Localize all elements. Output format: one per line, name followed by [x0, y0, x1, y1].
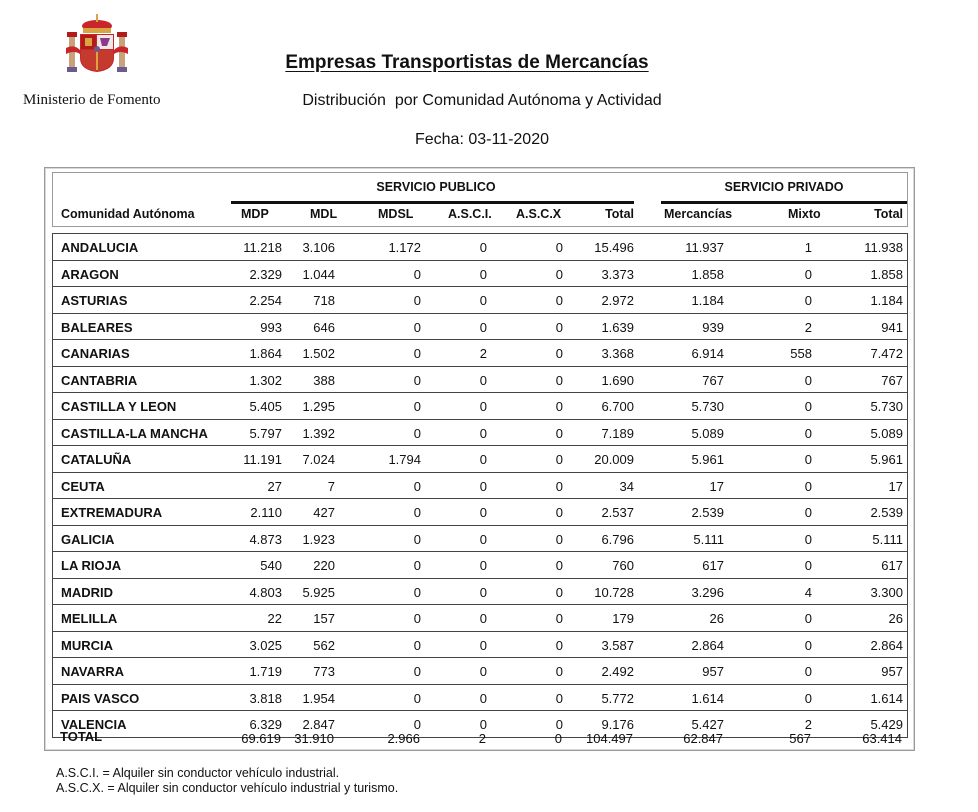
- cell-total-publico: 2.972: [601, 293, 634, 308]
- cell-asci: 0: [479, 505, 487, 520]
- cell-mdp: 540: [260, 558, 282, 573]
- cell-ascx: 0: [555, 425, 563, 441]
- cell-mercancias: 2.539: [691, 505, 724, 520]
- cell-mdl: 31.910: [294, 731, 334, 746]
- cell-mercancias: 767: [702, 372, 724, 388]
- cell-asci: 0: [479, 664, 487, 679]
- cell-mercancias: 5.427: [691, 717, 724, 732]
- col-header-mdsl: MDSL: [378, 207, 414, 221]
- row-comunidad-name: ASTURIAS: [61, 293, 128, 308]
- cell-mdsl: 0: [413, 664, 421, 679]
- cell-mercancias: 5.089: [691, 425, 724, 441]
- table-header: [52, 172, 908, 227]
- cell-total-privado: 7.472: [870, 346, 903, 361]
- cell-mdl: 3.106: [302, 240, 335, 255]
- cell-mdp: 1.864: [249, 346, 282, 361]
- cell-mdl: 220: [313, 558, 335, 573]
- cell-mdl: 1.295: [302, 399, 335, 414]
- cell-total-publico: 104.497: [586, 731, 633, 746]
- cell-total-publico: 10.728: [594, 584, 634, 600]
- cell-ascx: 0: [555, 266, 563, 282]
- cell-mixto: 0: [804, 266, 812, 282]
- cell-ascx: 0: [555, 346, 563, 361]
- cell-mdsl: 2.966: [387, 731, 420, 746]
- group-servicio-publico: SERVICIO PUBLICO: [376, 180, 496, 194]
- cell-mdp: 11.191: [243, 452, 282, 467]
- cell-mdp: 1.719: [249, 664, 282, 679]
- col-header-total-privado: Total: [874, 207, 903, 221]
- row-comunidad-name: BALEARES: [61, 319, 133, 335]
- cell-total-privado: 957: [881, 664, 903, 679]
- page-subtitle: Distribución por Comunidad Autónoma y Actividad: [302, 92, 662, 109]
- cell-asci: 0: [479, 266, 487, 282]
- cell-total-privado: 5.429: [870, 717, 903, 732]
- cell-mdsl: 0: [413, 425, 421, 441]
- cell-total-publico: 6.796: [601, 531, 634, 547]
- cell-total-publico: 34: [619, 478, 634, 494]
- table-row: [53, 420, 907, 447]
- cell-ascx: 0: [555, 478, 563, 494]
- cell-mdl: 7: [327, 478, 335, 494]
- cell-asci: 0: [479, 584, 487, 600]
- report-date: Fecha: 03-11-2020: [414, 131, 549, 148]
- cell-total-privado: 1.858: [870, 266, 903, 282]
- cell-mdl: 5.925: [302, 584, 335, 600]
- cell-mixto: 0: [804, 372, 812, 388]
- cell-asci: 0: [479, 611, 487, 626]
- table-row: [53, 526, 907, 553]
- cell-mercancias: 2.864: [691, 637, 724, 653]
- cell-mercancias: 17: [709, 478, 724, 494]
- cell-mdl: 718: [313, 293, 335, 308]
- cell-mercancias: 11.937: [685, 240, 724, 255]
- cell-mixto: 0: [804, 558, 812, 573]
- cell-mixto: 1: [804, 240, 812, 255]
- cell-mdsl: 0: [413, 399, 421, 414]
- cell-mixto: 0: [804, 478, 812, 494]
- row-comunidad-name: MADRID: [61, 584, 113, 600]
- row-comunidad-name: ANDALUCIA: [61, 240, 139, 255]
- cell-mercancias: 3.296: [691, 584, 724, 600]
- table-row: [53, 473, 907, 500]
- cell-mercancias: 5.961: [691, 452, 724, 467]
- row-comunidad-name: MURCIA: [61, 637, 113, 653]
- cell-mdl: 773: [313, 664, 335, 679]
- cell-mixto: 0: [804, 505, 812, 520]
- cell-mdl: 2.847: [302, 717, 335, 732]
- cell-total-privado: 17: [888, 478, 903, 494]
- cell-mixto: 558: [790, 346, 812, 361]
- table-row: [53, 393, 907, 420]
- cell-mercancias: 939: [702, 319, 724, 335]
- cell-mercancias: 1.858: [691, 266, 724, 282]
- col-header-total-publico: Total: [605, 207, 634, 221]
- cell-total-privado: 941: [881, 319, 903, 335]
- cell-total-privado: 2.539: [870, 505, 903, 520]
- cell-mixto: 4: [804, 584, 812, 600]
- cell-mixto: 0: [804, 664, 812, 679]
- group-publico-rule: [231, 201, 634, 204]
- cell-mdl: 562: [313, 637, 335, 653]
- cell-mdsl: 0: [413, 637, 421, 653]
- cell-mdp: 11.218: [243, 240, 282, 255]
- cell-mixto: 2: [804, 319, 812, 335]
- cell-mdsl: 0: [413, 505, 421, 520]
- page-title-text: Empresas Transportistas de Mercancías: [285, 52, 649, 73]
- cell-mdl: 1.044: [302, 266, 335, 282]
- row-comunidad-name: LA RIOJA: [61, 558, 122, 573]
- cell-mdsl: 0: [413, 611, 421, 626]
- cell-mercancias: 1.184: [691, 293, 724, 308]
- table-row: [53, 632, 907, 659]
- cell-mixto: 0: [804, 637, 812, 653]
- cell-mercancias: 6.914: [691, 346, 724, 361]
- ministry-name: Ministerio de Fomento: [23, 92, 161, 108]
- cell-mercancias: 1.614: [691, 690, 724, 706]
- cell-total-publico: 3.373: [601, 266, 634, 282]
- cell-ascx: 0: [555, 558, 563, 573]
- cell-total-privado: 2.864: [870, 637, 903, 653]
- col-header-asci: A.S.C.I.: [448, 207, 492, 221]
- cell-total-publico: 2.492: [601, 664, 634, 679]
- cell-mixto: 0: [804, 399, 812, 414]
- table-total-row: [52, 726, 906, 748]
- cell-mixto: 0: [804, 611, 812, 626]
- footnote-ascx: A.S.C.X. = Alquiler sin conductor vehículo industrial y turismo.: [56, 781, 399, 795]
- cell-mdp: 69.619: [241, 731, 281, 746]
- cell-ascx: 0: [555, 372, 563, 388]
- cell-asci: 0: [479, 240, 487, 255]
- row-comunidad-name: NAVARRA: [61, 664, 125, 679]
- cell-mdl: 7.024: [302, 452, 335, 467]
- row-comunidad-name: PAIS VASCO: [61, 690, 140, 706]
- cell-total-privado: 5.111: [872, 531, 903, 547]
- cell-total-publico: 760: [612, 558, 634, 573]
- table-row: [53, 446, 907, 473]
- cell-ascx: 0: [555, 690, 563, 706]
- cell-mdp: 3.025: [249, 637, 282, 653]
- cell-asci: 0: [479, 558, 487, 573]
- cell-mixto: 0: [804, 425, 812, 441]
- cell-total-publico: 3.368: [601, 346, 634, 361]
- row-comunidad-name: CATALUÑA: [61, 452, 132, 467]
- cell-asci: 0: [479, 717, 487, 732]
- table-row: [53, 499, 907, 526]
- cell-mdl: 646: [313, 319, 335, 335]
- row-comunidad-name: CANTABRIA: [61, 372, 138, 388]
- footnotes: [56, 766, 398, 796]
- cell-mdsl: 1.172: [388, 240, 421, 255]
- cell-mercancias: 5.730: [691, 399, 724, 414]
- cell-total-publico: 20.009: [594, 452, 634, 467]
- cell-mdsl: 0: [413, 266, 421, 282]
- cell-mdl: 1.954: [302, 690, 335, 706]
- cell-mdp: 4.803: [249, 584, 282, 600]
- cell-asci: 2: [479, 346, 487, 361]
- row-comunidad-name: TOTAL: [60, 729, 103, 744]
- col-header-mercancias: Mercancías: [664, 207, 733, 221]
- cell-total-privado: 5.730: [870, 399, 903, 414]
- row-comunidad-name: MELILLA: [61, 611, 118, 626]
- cell-mercancias: 617: [702, 558, 724, 573]
- cell-asci: 0: [479, 531, 487, 547]
- cell-ascx: 0: [555, 717, 563, 732]
- cell-mdp: 3.818: [249, 690, 282, 706]
- cell-mdl: 1.392: [302, 425, 335, 441]
- cell-mdsl: 0: [413, 293, 421, 308]
- cell-asci: 0: [479, 478, 487, 494]
- cell-ascx: 0: [555, 505, 563, 520]
- cell-mdp: 5.405: [249, 399, 282, 414]
- page-title: [0, 52, 934, 74]
- footnote-asci: A.S.C.I. = Alquiler sin conductor vehículo industrial.: [56, 766, 340, 780]
- cell-total-privado: 11.938: [864, 240, 903, 255]
- cell-mdp: 2.110: [250, 505, 282, 520]
- cell-mixto: 0: [804, 690, 812, 706]
- cell-total-publico: 5.772: [601, 690, 634, 706]
- table-row: [53, 234, 907, 261]
- cell-mdp: 2.329: [249, 266, 282, 282]
- cell-mercancias: 26: [709, 611, 724, 626]
- row-comunidad-name: ARAGON: [61, 266, 119, 282]
- cell-total-publico: 1.639: [601, 319, 634, 335]
- cell-ascx: 0: [555, 664, 563, 679]
- cell-total-publico: 7.189: [601, 425, 634, 441]
- cell-mercancias: 5.111: [693, 531, 724, 547]
- col-header-mdl: MDL: [310, 207, 338, 221]
- cell-mixto: 0: [804, 452, 812, 467]
- cell-asci: 0: [479, 293, 487, 308]
- cell-mixto: 2: [804, 717, 812, 732]
- cell-mdsl: 0: [413, 531, 421, 547]
- cell-total-publico: 9.176: [601, 717, 634, 732]
- row-comunidad-name: VALENCIA: [61, 717, 127, 732]
- table-row: [53, 261, 907, 288]
- cell-ascx: 0: [555, 584, 563, 600]
- cell-mercancias: 957: [702, 664, 724, 679]
- cell-mdsl: 0: [413, 346, 421, 361]
- cell-mdp: 993: [260, 319, 282, 335]
- cell-asci: 0: [479, 637, 487, 653]
- col-header-mdp: MDP: [241, 207, 269, 221]
- cell-mdp: 6.329: [249, 717, 282, 732]
- cell-ascx: 0: [555, 637, 563, 653]
- cell-mdsl: 0: [413, 558, 421, 573]
- cell-mdsl: 0: [413, 584, 421, 600]
- col-header-ascx: A.S.C.X: [516, 207, 562, 221]
- cell-mdl: 1.502: [302, 346, 335, 361]
- cell-mdl: 1.923: [302, 531, 335, 547]
- table-body: [52, 233, 908, 738]
- cell-total-privado: 63.414: [862, 731, 902, 746]
- cell-asci: 0: [479, 690, 487, 706]
- row-comunidad-name: CEUTA: [61, 478, 105, 494]
- cell-mdl: 388: [313, 372, 335, 388]
- cell-mdp: 5.797: [249, 425, 282, 441]
- cell-total-privado: 617: [881, 558, 903, 573]
- cell-ascx: 0: [555, 399, 563, 414]
- cell-asci: 0: [479, 319, 487, 335]
- cell-mdsl: 1.794: [388, 452, 421, 467]
- cell-mdsl: 0: [413, 717, 421, 732]
- col-header-mixto: Mixto: [788, 207, 821, 221]
- cell-asci: 2: [478, 731, 486, 746]
- table-row: [53, 314, 907, 341]
- cell-asci: 0: [479, 372, 487, 388]
- table-row: [53, 287, 907, 314]
- row-comunidad-name: CANARIAS: [61, 346, 130, 361]
- cell-asci: 0: [479, 452, 487, 467]
- cell-ascx: 0: [554, 731, 562, 746]
- cell-mdp: 4.873: [249, 531, 282, 547]
- cell-mdl: 427: [313, 505, 335, 520]
- cell-mdp: 2.254: [249, 293, 282, 308]
- cell-total-privado: 767: [881, 372, 903, 388]
- cell-mixto: 0: [804, 293, 812, 308]
- cell-mdsl: 0: [413, 478, 421, 494]
- row-comunidad-name: EXTREMADURA: [61, 505, 163, 520]
- cell-total-privado: 3.300: [870, 584, 903, 600]
- cell-total-privado: 5.089: [870, 425, 903, 441]
- cell-mdp: 22: [267, 611, 282, 626]
- cell-ascx: 0: [555, 531, 563, 547]
- table-row: [53, 340, 907, 367]
- cell-mixto: 567: [789, 731, 811, 746]
- cell-mdsl: 0: [413, 690, 421, 706]
- table-row: [53, 367, 907, 394]
- cell-total-privado: 5.961: [870, 452, 903, 467]
- cell-total-privado: 26: [888, 611, 903, 626]
- cell-ascx: 0: [555, 611, 563, 626]
- row-comunidad-name: CASTILLA Y LEON: [61, 399, 177, 414]
- cell-total-privado: 1.614: [870, 690, 903, 706]
- cell-total-publico: 3.587: [601, 637, 634, 653]
- cell-total-publico: 2.537: [601, 505, 634, 520]
- cell-mdp: 27: [267, 478, 282, 494]
- cell-ascx: 0: [555, 452, 563, 467]
- col-header-comunidad: Comunidad Autónoma: [61, 207, 195, 221]
- cell-mercancias: 62.847: [683, 731, 723, 746]
- cell-asci: 0: [479, 399, 487, 414]
- table-row: [53, 685, 907, 712]
- cell-ascx: 0: [555, 240, 563, 255]
- cell-mdl: 157: [313, 611, 335, 626]
- table-row: [53, 658, 907, 685]
- cell-asci: 0: [479, 425, 487, 441]
- group-privado-rule: [661, 201, 907, 204]
- cell-total-publico: 15.496: [594, 240, 634, 255]
- table-row: [53, 552, 907, 579]
- cell-total-privado: 1.184: [870, 293, 903, 308]
- cell-total-publico: 6.700: [601, 399, 634, 414]
- cell-mdp: 1.302: [249, 372, 282, 388]
- table-row: [53, 579, 907, 606]
- row-comunidad-name: CASTILLA-LA MANCHA: [61, 425, 208, 441]
- cell-mdsl: 0: [413, 319, 421, 335]
- cell-ascx: 0: [555, 319, 563, 335]
- cell-ascx: 0: [555, 293, 563, 308]
- cell-mixto: 0: [804, 531, 812, 547]
- cell-total-publico: 179: [612, 611, 634, 626]
- table-row: [53, 605, 907, 632]
- row-comunidad-name: GALICIA: [61, 531, 115, 547]
- cell-total-publico: 1.690: [601, 372, 634, 388]
- cell-mdsl: 0: [413, 372, 421, 388]
- group-servicio-privado: SERVICIO PRIVADO: [724, 180, 844, 194]
